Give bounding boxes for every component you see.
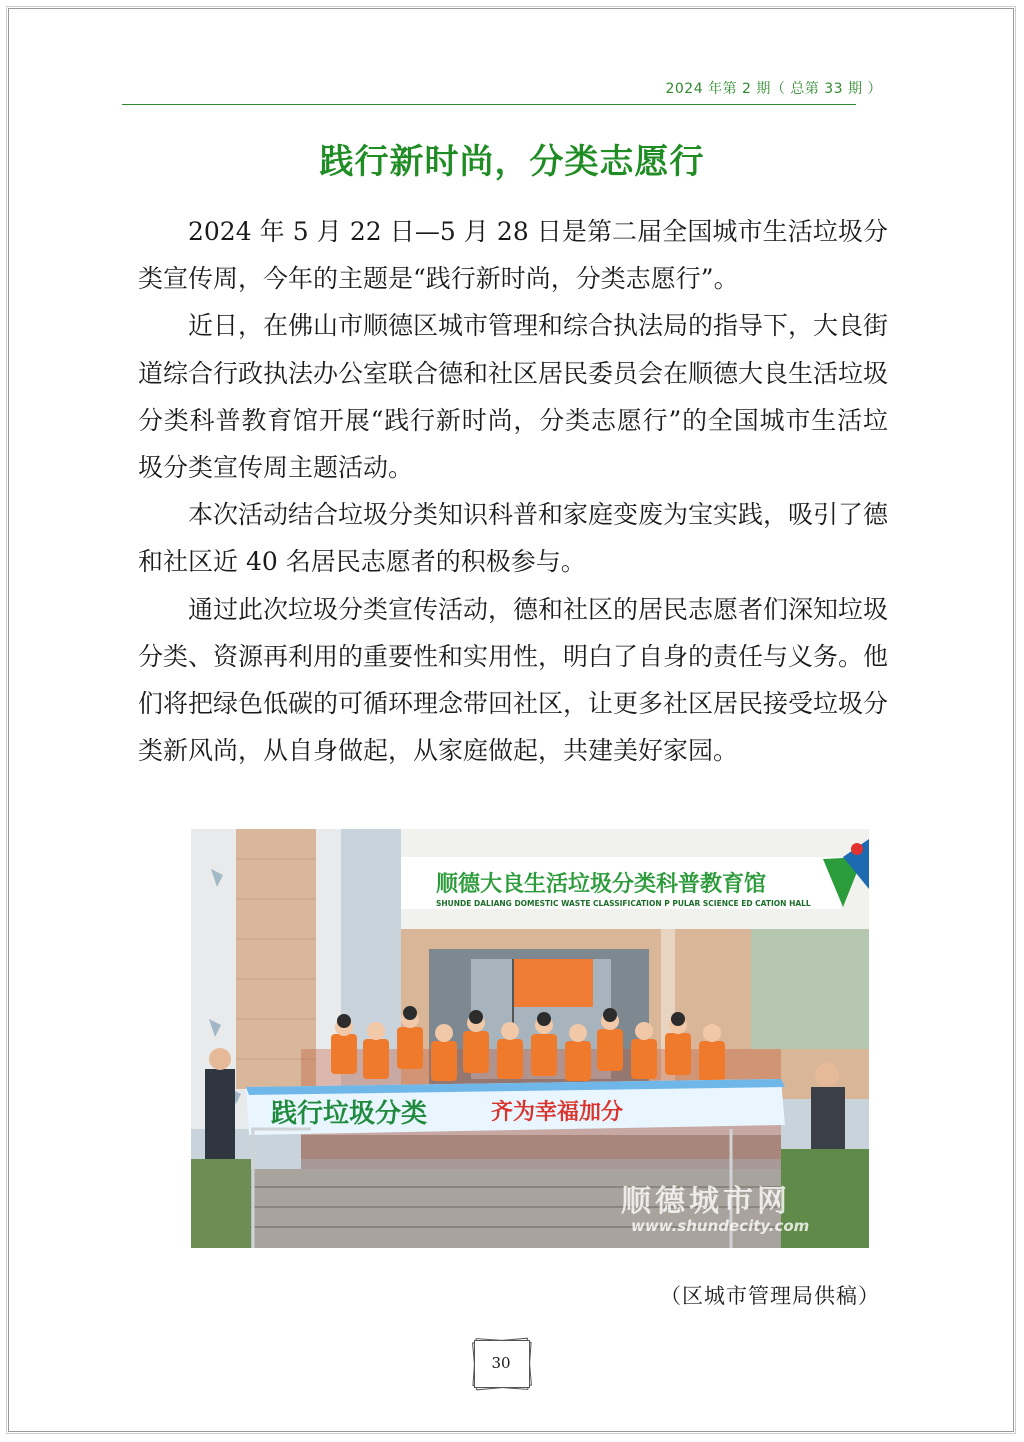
building-sign-en: SHUNDE DALIANG DOMESTIC WASTE CLASSIFICATION P PULAR SCIENCE ED CATION HALL: [436, 899, 811, 908]
paragraph: 近日，在佛山市顺德区城市管理和综合执法局的指导下，大良街道综合行政执法办公室联合德和社区居民委员会在顺德大良生活垃圾分类科普教育馆开展“践行新时尚，分类志愿行”的全国城市生活垃圾分类宣传周主题活动。: [138, 311, 889, 483]
article-title: 践行新时尚，分类志愿行: [319, 142, 705, 182]
building-sign-cn: 顺德大良生活垃圾分类科普教育馆: [436, 872, 767, 897]
page-number: 30: [491, 1354, 511, 1372]
banner-text-left: 践行垃圾分类: [271, 1099, 428, 1129]
banner-text-right: 齐为幸福加分: [491, 1100, 624, 1125]
header-rule: [122, 104, 856, 105]
event-photo: [191, 829, 869, 1248]
watermark-cn: 顺德城市网: [621, 1184, 791, 1219]
article-credit: （区城市管理局供稿）: [660, 1284, 880, 1308]
page-number-box: [470, 1336, 532, 1390]
paragraph: 本次活动结合垃圾分类知识科普和家庭变废为宝实践，吸引了德和社区近 40 名居民志愿者的积极参与。: [138, 500, 889, 577]
watermark-url: www.shundecity.com: [631, 1217, 810, 1235]
paragraph: 2024 年 5 月 22 日—5 月 28 日是第二届全国城市生活垃圾分类宣传周，今年的主题是“践行新时尚，分类志愿行”。: [138, 217, 888, 294]
paragraph: 通过此次垃圾分类宣传活动，德和社区的居民志愿者们深知垃圾分类、资源再利用的重要性和实用性，明白了自身的责任与义务。他们将把绿色低碳的可循环理念带回社区，让更多社区居民接受垃圾分类新风尚，从自身做起，从家庭做起，共建美好家园。: [138, 594, 889, 766]
article-body: [138, 208, 888, 774]
issue-label: 2024 年第 2 期（ 总第 33 期 ）: [665, 81, 882, 97]
